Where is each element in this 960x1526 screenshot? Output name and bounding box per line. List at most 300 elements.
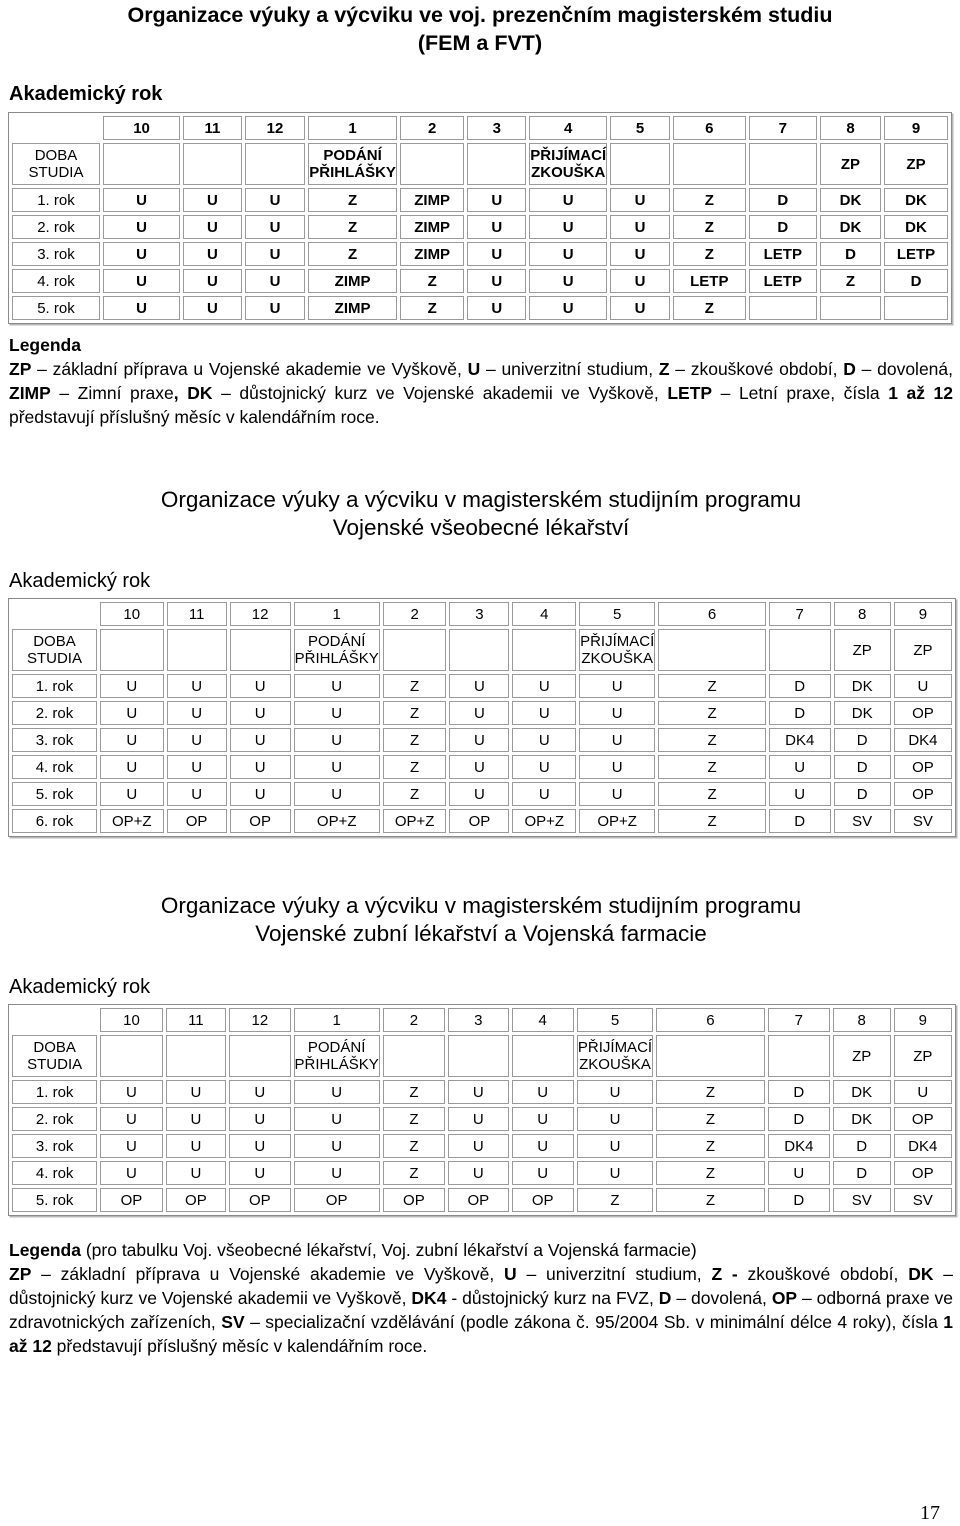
table-cell: U [229,1080,290,1104]
legend-heading [9,333,953,357]
month-header-cell: 12 [229,1008,290,1032]
month-header-row [12,1008,952,1032]
table-cell: SV [833,1188,891,1212]
table-cell: DK4 [768,1134,830,1158]
table-cell: U [167,755,227,779]
row-label-cell: 5. rok [12,782,97,806]
table-cell: Z [308,242,397,266]
milestone-header-cell: PŘIJÍMACÍ ZKOUŠKA [579,629,655,671]
row-label-cell: 4. rok [12,269,100,293]
table-cell: U [245,215,305,239]
table-cell: Z [673,242,746,266]
duration-label-cell: DOBA STUDIA [12,143,100,185]
table-cell: U [103,215,180,239]
table-cell: U [512,674,576,698]
table-cell: DK [820,188,881,212]
table-cell: U [610,269,670,293]
month-header-cell: 11 [167,602,227,626]
empty-header-cell [449,629,509,671]
month-header-cell: 9 [884,116,948,140]
table-cell: U [183,188,242,212]
table-cell: U [577,1107,653,1131]
table-cell: OP+Z [579,809,655,833]
table-cell: Z [383,1134,445,1158]
table-cell: U [294,701,380,725]
legend-term: SV [221,1312,245,1332]
corner-empty-cell [12,1008,97,1032]
row-label-cell: 1. rok [12,188,100,212]
month-header-cell: 5 [579,602,655,626]
table-cell: U [183,242,242,266]
empty-header-cell [610,143,670,185]
month-header-cell: 12 [245,116,305,140]
table-cell: U [167,674,227,698]
table-cell: U [449,674,509,698]
section3-legend [9,1238,953,1358]
legend-definition: – univerzitní studium, [480,359,659,379]
table-cell: U [467,269,526,293]
legend-term: U [504,1264,517,1284]
month-header-cell: 7 [749,116,817,140]
section1-title-line1: Organizace výuky a výcviku ve voj. prezenčním magisterském studiu [127,3,833,27]
table-cell: Z [673,296,746,320]
table-cell: U [467,188,526,212]
empty-header-cell [658,629,766,671]
table-cell: OP [894,701,952,725]
month-header-cell: 3 [449,602,509,626]
legend-definition: – univerzitní studium, [516,1264,712,1284]
table-cell: Z [656,1080,765,1104]
table-cell: Z [658,809,766,833]
table-cell: OP [894,1107,952,1131]
table-cell: DK4 [894,1134,952,1158]
month-header-cell: 2 [383,602,447,626]
row-label-cell: 4. rok [12,755,97,779]
legend-definition: – základní příprava u Vojenské akademie ve Vyškově, [31,359,468,379]
legend-term: ZP [9,359,32,379]
empty-header-cell [768,1035,830,1077]
row-label-cell: 1. rok [12,674,97,698]
table-cell: Z [656,1134,765,1158]
milestone-header-cell: PODÁNÍ PŘIHLÁŠKY [294,1035,380,1077]
table-cell: ZIMP [308,296,397,320]
table-cell: D [768,1107,830,1131]
legend-term: LETP [667,383,713,403]
table-cell: U [183,296,242,320]
month-header-cell: 10 [103,116,180,140]
table-cell: U [166,1080,227,1104]
table-cell: U [448,1134,509,1158]
section2-title-line2: Vojenské všeobecné lékařství [332,515,630,540]
table-cell: OP [512,1188,574,1212]
milestone-header-cell: ZP [820,143,881,185]
table-cell: U [529,242,607,266]
row-label-cell: 2. rok [12,1107,97,1131]
legend-term: 1 až 12 [9,1312,953,1356]
legend-definition: – specializační vzdělávání (podle zákona č. 95/2004 Sb. v minimální délce 4 roky), čísla [244,1312,944,1332]
row-label-cell: 2. rok [12,215,100,239]
table-cell: U [577,1080,653,1104]
table-cell: DK [833,1107,891,1131]
table-cell: Z [383,1107,445,1131]
table-cell: Z [383,755,447,779]
duration-label-cell: DOBA STUDIA [12,629,97,671]
table-cell: LETP [884,242,948,266]
month-header-cell: 6 [658,602,766,626]
table-cell: U [512,1107,574,1131]
milestone-header-row [12,629,952,671]
table-cell: U [768,1161,830,1185]
milestone-header-cell: ZP [884,143,948,185]
table-row [12,215,948,239]
empty-header-cell [749,143,817,185]
table-cell: U [100,728,164,752]
table-cell: OP [894,782,952,806]
table-cell: U [529,188,607,212]
table-cell: U [512,728,576,752]
legend-definition: zkouškové období, [737,1264,909,1284]
table-cell: U [294,728,380,752]
month-header-cell: 11 [183,116,242,140]
table-cell: OP+Z [294,809,380,833]
legend-term: ZIMP [9,383,51,403]
table-cell: U [467,242,526,266]
empty-header-cell [448,1035,509,1077]
legend-definition: – Zimní praxe [50,383,174,403]
table-cell: U [610,215,670,239]
table-cell: U [512,1080,574,1104]
table-row [12,674,952,698]
month-header-cell: 11 [166,1008,227,1032]
table-cell: OP [894,1161,952,1185]
legend-definition: představují příslušný měsíc v kalendářním roce. [9,407,380,427]
milestone-header-cell: PODÁNÍ PŘIHLÁŠKY [294,629,380,671]
table-cell: D [833,1134,891,1158]
section1-legend [9,333,953,429]
duration-label-cell: DOBA STUDIA [12,1035,97,1077]
table-cell: U [449,728,509,752]
table-cell: Z [820,269,881,293]
milestone-header-cell: PŘIJÍMACÍ ZKOUŠKA [577,1035,653,1077]
table-cell: U [103,269,180,293]
table-cell: U [610,188,670,212]
table-cell: U [229,1107,290,1131]
milestone-header-row [12,1035,952,1077]
legend-text [9,357,953,429]
legend-definition: – základní příprava u Vojenské akademie ve Vyškově, [31,1264,505,1284]
table-cell: U [449,782,509,806]
month-header-cell: 1 [294,602,380,626]
table-row [12,701,952,725]
table-cell: U [294,1107,380,1131]
table-cell: SV [894,809,952,833]
table-cell: D [749,188,817,212]
table-cell: U [294,1134,380,1158]
table-cell: U [183,215,242,239]
table-cell: U [467,296,526,320]
table-cell: D [768,1188,830,1212]
month-header-row [12,602,952,626]
corner-empty-cell [12,602,97,626]
table-cell: Z [577,1188,653,1212]
month-header-cell: 10 [100,602,164,626]
table-cell [884,296,948,320]
milestone-header-cell: PŘIJÍMACÍ ZKOUŠKA [529,143,607,185]
table-cell: U [294,1161,380,1185]
milestone-header-cell: ZP [894,1035,952,1077]
table-cell: Z [400,296,464,320]
table-cell: SV [894,1188,952,1212]
table-cell: DK [884,188,948,212]
table-cell: OP [229,1188,290,1212]
table-cell: Z [656,1188,765,1212]
table-cell: DK [820,215,881,239]
table-cell: D [820,242,881,266]
month-header-cell: 3 [448,1008,509,1032]
row-label-cell: 5. rok [12,296,100,320]
table-cell: U [769,782,831,806]
table-cell: U [512,782,576,806]
table-cell: U [100,1107,162,1131]
table-cell: LETP [749,242,817,266]
table-cell: U [294,1080,380,1104]
section3-schedule-table [8,1004,956,1216]
legend-term: Z - [711,1264,738,1284]
table-cell: U [294,674,380,698]
month-header-cell: 4 [512,1008,574,1032]
section2-academic-year-label: Akademický rok [9,570,151,592]
table-cell: U [103,296,180,320]
month-header-cell: 4 [529,116,607,140]
table-cell: OP [449,809,509,833]
legend-definition: – důstojnický kurz ve Vojenské akademii ve Vyškově, [212,383,668,403]
legend-definition: představují příslušný měsíc v kalendářním roce. [51,1336,428,1356]
table-cell: U [449,755,509,779]
table-cell: U [610,242,670,266]
section3-title-line2: Vojenské zubní lékařství a Vojenská farmacie [255,921,707,946]
table-cell: OP [167,809,227,833]
corner-empty-cell [12,116,100,140]
legend-term: ZP [9,1264,32,1284]
table-cell: U [448,1107,509,1131]
table-cell: ZIMP [400,188,464,212]
table-cell: OP [448,1188,509,1212]
month-header-cell: 7 [769,602,831,626]
section3-academic-year-label: Akademický rok [9,976,151,998]
empty-header-cell [230,629,291,671]
month-header-row [12,116,948,140]
table-cell: D [768,1080,830,1104]
table-cell: LETP [749,269,817,293]
table-cell: U [100,782,164,806]
table-cell: U [166,1161,227,1185]
row-label-cell: 3. rok [12,242,100,266]
table-cell: U [166,1134,227,1158]
month-header-cell: 9 [894,602,952,626]
table-cell: OP [894,755,952,779]
empty-header-cell [512,629,576,671]
legend-definition: – dovolená, [671,1288,772,1308]
table-cell: Z [656,1161,765,1185]
table-cell: U [245,242,305,266]
table-cell: DK [834,674,891,698]
table-cell: Z [383,728,447,752]
table-cell: ZIMP [400,215,464,239]
row-label-cell: 2. rok [12,701,97,725]
table-cell: U [529,269,607,293]
table-cell: OP [100,1188,162,1212]
table-cell: U [512,701,576,725]
table-cell: U [577,1161,653,1185]
empty-header-cell [245,143,305,185]
table-cell: U [245,296,305,320]
table-cell: U [230,782,291,806]
legend-term: DK [908,1264,934,1284]
table-cell: DK [884,215,948,239]
table-row [12,1080,952,1104]
empty-header-cell [183,143,242,185]
table-cell: D [833,1161,891,1185]
table-cell: U [529,215,607,239]
empty-header-cell [167,629,227,671]
table-cell: DK [833,1080,891,1104]
legend-definition: – odborná praxe ve zdravotnických zařízeních, [9,1288,953,1332]
empty-header-cell [166,1035,227,1077]
table-cell: LETP [673,269,746,293]
table-cell: U [894,674,952,698]
legend-term: U [467,359,481,379]
empty-header-cell [100,629,164,671]
table-cell: U [610,296,670,320]
table-cell: OP [294,1188,380,1212]
table-cell [749,296,817,320]
table-cell: U [579,728,655,752]
legend-term: Z [658,359,670,379]
month-header-cell: 1 [308,116,397,140]
month-header-cell: 7 [768,1008,830,1032]
table-cell: Z [658,728,766,752]
table-row [12,755,952,779]
section1-title [0,1,960,57]
table-cell: Z [383,701,447,725]
milestone-header-cell: PODÁNÍ PŘIHLÁŠKY [308,143,397,185]
legend-text [9,1262,953,1358]
table-cell: U [100,1080,162,1104]
table-cell: U [512,1161,574,1185]
month-header-cell: 8 [820,116,881,140]
month-header-cell: 5 [610,116,670,140]
table-cell: U [512,1134,574,1158]
month-header-cell: 3 [467,116,526,140]
empty-header-cell [400,143,464,185]
legend-definition: – důstojnický kurz ve Vojenské akademii ve Vyškově, [9,1264,954,1308]
table-cell: D [749,215,817,239]
table-cell [820,296,881,320]
legend-heading-text: Legenda [9,335,81,355]
table-cell: ZIMP [308,269,397,293]
table-row [12,782,952,806]
table-cell: U [529,296,607,320]
table-row [12,728,952,752]
row-label-cell: 1. rok [12,1080,97,1104]
section2-title [78,486,884,542]
table-cell: OP+Z [100,809,164,833]
legend-definition: – zkouškové období, [669,359,844,379]
month-header-cell: 8 [833,1008,891,1032]
section1-academic-year-label: Akademický rok [9,83,163,105]
table-row [12,296,948,320]
table-cell: U [100,1134,162,1158]
month-header-cell: 2 [383,1008,445,1032]
row-label-cell: 6. rok [12,809,97,833]
table-cell: U [579,755,655,779]
empty-header-cell [383,629,447,671]
legend-definition: - důstojnický kurz na FVZ, [446,1288,659,1308]
table-cell: Z [383,1161,445,1185]
table-cell: U [294,782,380,806]
table-cell: U [166,1107,227,1131]
empty-header-cell [383,1035,445,1077]
empty-header-cell [229,1035,290,1077]
table-cell: U [449,701,509,725]
table-cell: U [100,701,164,725]
table-cell: Z [673,215,746,239]
table-cell: OP+Z [512,809,576,833]
table-cell: D [834,782,891,806]
table-cell: Z [383,1080,445,1104]
table-cell: Z [383,782,447,806]
month-header-cell: 6 [673,116,746,140]
table-cell: OP+Z [383,809,447,833]
table-cell: U [103,188,180,212]
table-cell: U [230,674,291,698]
legend-term: OP [771,1288,798,1308]
milestone-header-row [12,143,948,185]
month-header-cell: 1 [294,1008,380,1032]
table-row [12,188,948,212]
table-cell: U [100,674,164,698]
table-cell: D [769,674,831,698]
table-cell: U [245,188,305,212]
table-cell: U [167,701,227,725]
table-cell: U [512,755,576,779]
table-cell: U [167,782,227,806]
table-cell: U [577,1134,653,1158]
table-cell: OP [166,1188,227,1212]
table-cell: D [834,728,891,752]
table-cell: U [230,728,291,752]
table-cell: U [448,1161,509,1185]
table-cell: DK4 [769,728,831,752]
milestone-header-cell: ZP [833,1035,891,1077]
table-cell: Z [658,755,766,779]
month-header-cell: 5 [577,1008,653,1032]
section2-schedule-table [8,598,956,837]
row-label-cell: 3. rok [12,728,97,752]
table-cell: U [183,269,242,293]
table-cell: Z [656,1107,765,1131]
table-cell: U [894,1080,952,1104]
empty-header-cell [467,143,526,185]
table-row [12,1188,952,1212]
table-cell: Z [658,701,766,725]
table-cell: U [579,701,655,725]
table-row [12,1161,952,1185]
section2-title-line1: Organizace výuky a výcviku v magisterském studijním programu [160,487,802,512]
table-cell: U [167,728,227,752]
month-header-cell: 12 [230,602,291,626]
month-header-cell: 8 [834,602,891,626]
